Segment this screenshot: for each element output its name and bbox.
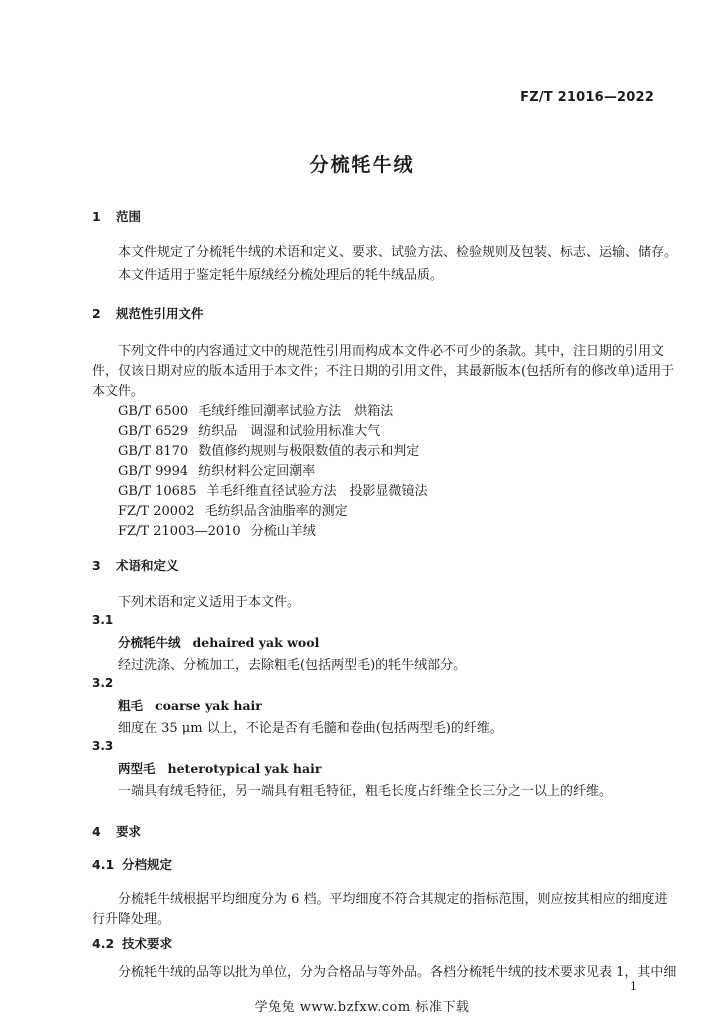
subsection-number: 4.2 [92,936,115,951]
section-3-heading [92,556,179,574]
paragraph-line: 本文件。 [92,384,145,399]
term-definition: 细度在 35 μm 以上，不论是否有毛髓和卷曲(包括两型毛)的纤维。 [118,721,503,736]
term-chinese: 粗毛 [118,698,144,713]
reference-code: GB/T 10685 [118,484,197,499]
paragraph-line: 下列文件中的内容通过文中的规范性引用而构成本文件必不可少的条款。其中，注日期的引用文 [118,344,665,359]
reference-title: 毛绒纤维回潮率试验方法 烘箱法 [198,404,394,419]
paragraph-line: 行升降处理。 [92,912,171,927]
reference-item [118,500,348,519]
reference-title: 羊毛纤维直径试验方法 投影显微镜法 [206,484,428,499]
reference-title: 毛纺织品含油脂率的测定 [204,504,348,519]
paragraph-line: 分梳牦牛绒的品等以批为单位，分为合格品与等外品。各档分梳牦牛绒的技术要求见表 1，其中细 [118,965,677,980]
reference-item [118,440,419,459]
term-chinese: 两型毛 [118,761,156,776]
section-1-heading [92,207,141,225]
document-title: 分梳牦牛绒 [309,154,415,176]
paragraph: 下列术语和定义适用于本文件。 [118,595,301,610]
standard-code: FZ/T 21016—2022 [520,90,654,105]
subsection-4-2-heading [92,934,172,952]
term-english: coarse yak hair [155,698,262,713]
term-number: 3.3 [92,739,114,753]
reference-title: 纺织材料公定回潮率 [198,464,316,479]
term-entry [118,696,262,714]
section-title: 范围 [116,209,142,224]
footer-watermark: 学兔兔 www.bzfxw.com 标准下载 [254,1000,470,1015]
section-2-heading [92,304,204,322]
subsection-number: 4.1 [92,857,115,872]
reference-item [118,400,393,419]
term-entry [118,633,319,651]
reference-title: 纺织品 调湿和试验用标准大气 [198,424,381,439]
paragraph: 本文件规定了分梳牦牛绒的术语和定义、要求、试验方法、检验规则及包装、标志、运输、储存。 [118,245,678,260]
section-number: 1 [92,209,101,224]
reference-code: GB/T 9994 [118,464,189,479]
reference-title: 数值修约规则与极限数值的表示和判定 [198,444,420,459]
reference-code: GB/T 6529 [118,424,189,439]
reference-code: GB/T 6500 [118,404,189,419]
term-chinese: 分梳牦牛绒 [118,635,181,650]
paragraph-line: 分梳牦牛绒根据平均细度分为 6 档。平均细度不符合其规定的指标范围，则应按其相应的细度进 [118,892,668,907]
reference-code: FZ/T 20002 [118,504,195,519]
section-number: 3 [92,558,101,573]
section-title: 术语和定义 [116,558,179,573]
section-number: 2 [92,306,101,321]
paragraph-line: 件，仅该日期对应的版本适用于本文件；不注日期的引用文件，其最新版本(包括所有的修改单)适用于 [92,364,675,379]
subsection-title: 技术要求 [122,936,173,951]
paragraph: 本文件适用于鉴定牦牛原绒经分梳处理后的牦牛绒品质。 [118,268,444,283]
term-definition: 一端具有绒毛特征，另一端具有粗毛特征，粗毛长度占纤维全长三分之一以上的纤维。 [118,784,613,799]
reference-item [118,420,380,439]
section-number: 4 [92,824,101,839]
section-title: 要求 [116,824,142,839]
section-4-heading [92,822,141,840]
term-english: heterotypical yak hair [167,761,322,776]
reference-item [118,520,316,539]
term-number: 3.1 [92,613,114,627]
reference-item [118,480,428,499]
reference-code: GB/T 8170 [118,444,189,459]
term-entry [118,759,321,777]
reference-item [118,460,315,479]
page-number: 1 [630,980,637,993]
reference-title: 分梳山羊绒 [250,524,316,539]
term-definition: 经过洗涤、分梳加工，去除粗毛(包括两型毛)的牦牛绒部分。 [118,658,467,673]
reference-code: FZ/T 21003—2010 [118,524,241,539]
subsection-title: 分档规定 [122,857,173,872]
term-english: dehaired yak wool [192,635,320,650]
subsection-4-1-heading [92,855,172,873]
term-number: 3.2 [92,676,114,690]
section-title: 规范性引用文件 [116,306,204,321]
